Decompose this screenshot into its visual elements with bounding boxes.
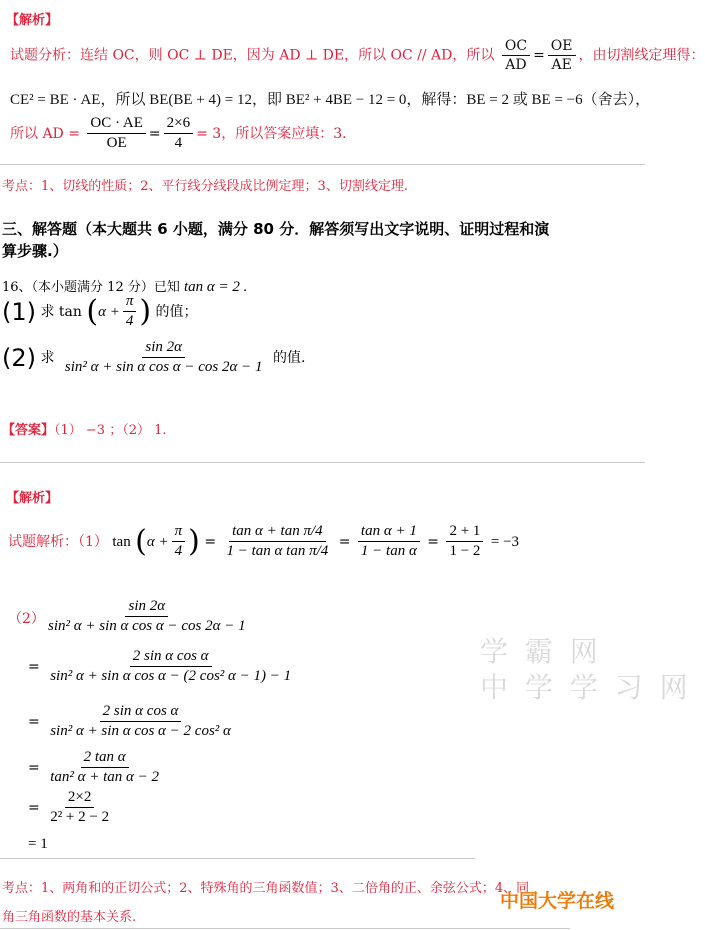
analysis-line-3: 所以 AD = $\frac{OC \cdot AE}{OE}$ = $\frac{2\times 6}{4}$ = 3，所以答案应填：3． — [10, 115, 357, 152]
solution-step-2-fraction: $\frac{\text{tan α + 1}}{\text{1 − tan α}}$ — [358, 523, 420, 561]
analysis-line-1: 试题分析：连结 OC，则 OC ⊥ DE，因为 AD ⊥ DE，所以 OC // AD，所以 $\frac{OC}{AD}$ = $\frac{OE}{AE}$ ，由切割线定理得： — [10, 38, 705, 74]
question-16-intro: 16、（本小题满分 12 分）已知 tan α = 2 . — [2, 279, 248, 295]
kaodian-1: 考点：1、切线的性质；2、平行线分线段成比例定理；3、切割线定理. — [2, 179, 408, 194]
fraction-ocae-oe: $\frac{OC \cdot AE}{OE}$ — [87, 115, 146, 153]
solution-part-2-label: （2） — [8, 611, 45, 627]
solution-row-2: = $\frac{\text{2 sin α cos α}}{\text{sin² α + sin α cos α − 2 cos² α}}$ — [28, 703, 231, 740]
kaodian-2-line-1: 考点：1、两角和的正切公式；2、特殊角的三角函数值；3、二倍角的正、余弦公式；4、同 — [2, 881, 530, 896]
solution-row-1: = $\frac{\text{2 sin α cos α}}{\text{sin² α + sin α cos α − (2 cos² α − 1) − 1}}$ — [28, 648, 292, 685]
answer-line: 【答案】（1） −3 ；（2） 1. — [2, 423, 167, 438]
jiexi-label-2: 【解析】 — [6, 491, 59, 506]
solution-row-3: = $\frac{\text{2 tan α}}{\text{tan² α + tan α − 2}}$ — [28, 749, 160, 786]
divider-2 — [0, 462, 645, 463]
analysis-line-1-text: 连结 OC，则 OC ⊥ DE，因为 AD ⊥ DE，所以 OC // AD，所以 — [80, 47, 495, 64]
pi-over-4-fraction: $\frac{\pi}{4}$ — [123, 293, 137, 331]
shiti-fenxi-label: 试题分析： — [10, 47, 80, 64]
analysis-line-2: CE² = BE · AE，所以 BE(BE + 4) = 12，即 BE² + 4BE − 12 = 0，解得：BE = 2 或 BE = −6（舍去）， — [10, 92, 651, 108]
jiexi-label-1: 【解析】 — [6, 13, 59, 28]
divider-1 — [0, 164, 645, 165]
solution-row-0: $\frac{\sin 2\alpha}{\text{sin² α + sin α cos α − cos 2α − 1}}$ — [48, 598, 246, 635]
brand-logo-text: 中国大学在线 — [500, 890, 615, 912]
solution-part-1: 试题解析：（1） tan (α + $\frac{\pi}{4}$ ) = $\frac{\text{tan α + tan π/4}}{\text{1 − tan α tan π/4}}$ = $\frac{\text{tan α + 1}}{\text{1 − tan α}}$ = $\frac{2 + 1}{1 - 2}$ = −3 — [8, 523, 520, 560]
divider-3 — [0, 858, 475, 859]
solution-step-1-fraction: $\frac{\text{tan α + tan π/4}}{\text{1 − tan α tan π/4}}$ — [226, 523, 329, 560]
solution-step-3-fraction: $\frac{2 + 1}{1 - 2}$ — [446, 523, 483, 561]
question-16-part-2: (2) 求 $\frac{\sin 2\alpha}{\text{sin² α + sin α cos α − cos 2α − 1}}$ 的值. — [2, 339, 306, 376]
watermark-line-1: 学 霸 网 — [480, 635, 602, 668]
watermark-line-2: 中 学 学 习 网 — [480, 671, 692, 704]
analysis-line-1-tail: ，由切割线定理得： — [578, 47, 705, 64]
solution-row-4: = $\frac{2\times 2}{\text{2² + 2 − 2}}$ — [28, 789, 110, 826]
section-heading-line-1: 三、解答题（本大题共 6 小题，满分 80 分．解答须写出文字说明、证明过程和演 — [2, 220, 550, 238]
section-heading-line-2: 算步骤.） — [2, 242, 68, 260]
fraction-2x6-4: $\frac{2\times 6}{4}$ — [164, 115, 193, 153]
solution-row-5: = 1 — [28, 836, 48, 852]
divider-4 — [0, 928, 570, 929]
daan-label: 【答案】 — [2, 423, 55, 438]
fraction-oc-ad: $\frac{OC}{AD}$ — [502, 38, 530, 73]
question-16-part-1: (1) 求 tan (α + $\frac{\pi}{4}$ ) 的值； — [2, 293, 198, 330]
kaodian-2-line-2: 角三角函数的基本关系. — [2, 910, 137, 925]
question-16-part-2-fraction: $\frac{\sin 2\alpha}{\text{sin² α + sin α cos α − cos 2α − 1}}$ — [64, 339, 263, 376]
fraction-oe-ae: $\frac{OE}{AE}$ — [548, 38, 576, 73]
